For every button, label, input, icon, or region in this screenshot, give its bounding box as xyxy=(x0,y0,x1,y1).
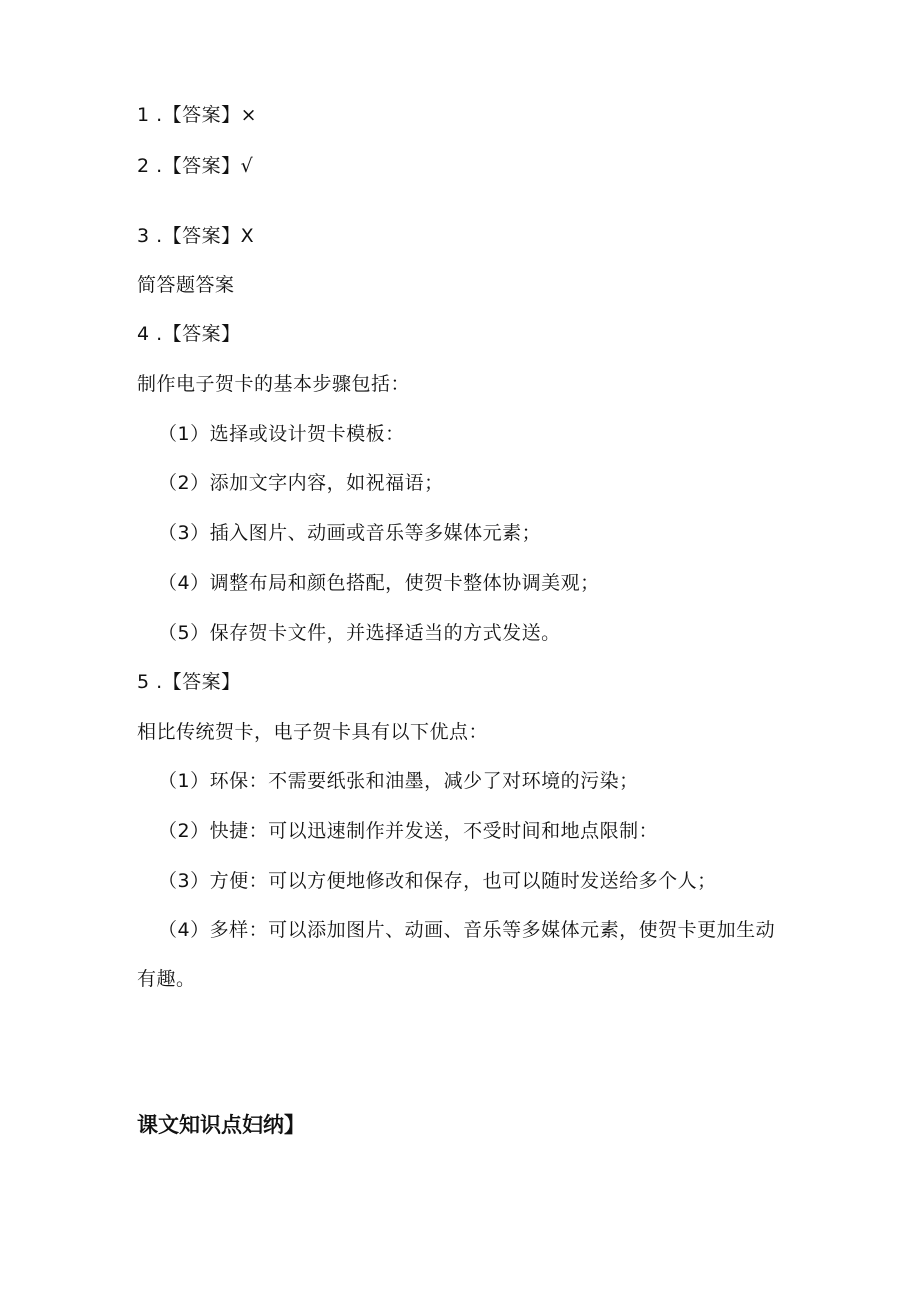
section-heading: 课文知识点妇纳】 xyxy=(137,1113,305,1137)
answer-4-step-1: （1）选择或设计贺卡模板： xyxy=(158,423,405,445)
answer-5-intro: 相比传统贺卡，电子贺卡具有以下优点： xyxy=(137,721,489,743)
answer-4-step-5: （5）保存贺卡文件，并选择适当的方式发送。 xyxy=(158,622,561,644)
answer-5-point-4-continuation: 有趣。 xyxy=(137,968,196,990)
answer-4-step-4: （4）调整布局和颜色搭配，使贺卡整体协调美观； xyxy=(158,572,600,594)
answer-3: 3 .【答案】X xyxy=(137,225,255,247)
answer-4-step-2: （2）添加文字内容，如祝福语； xyxy=(158,472,444,494)
answer-4-step-3: （3）插入图片、动画或音乐等多媒体元素； xyxy=(158,522,542,544)
answer-5-point-3: （3）方便：可以方便地修改和保存，也可以随时发送给多个人； xyxy=(158,870,717,892)
answer-5-point-4: （4）多样：可以添加图片、动画、音乐等多媒体元素，使贺卡更加生动 xyxy=(158,919,776,941)
answer-5-label: 5 .【答案】 xyxy=(137,671,241,693)
answer-1: 1 .【答案】× xyxy=(137,104,258,126)
answer-4-label: 4 .【答案】 xyxy=(137,323,241,345)
short-answer-title: 简答题答案 xyxy=(137,274,235,296)
answer-4-intro: 制作电子贺卡的基本步骤包括： xyxy=(137,373,411,395)
answer-2: 2 .【答案】√ xyxy=(137,155,254,177)
answer-5-point-1: （1）环保：不需要纸张和油墨，减少了对环境的污染； xyxy=(158,770,639,792)
answer-5-point-2: （2）快捷：可以迅速制作并发送，不受时间和地点限制： xyxy=(158,820,659,842)
